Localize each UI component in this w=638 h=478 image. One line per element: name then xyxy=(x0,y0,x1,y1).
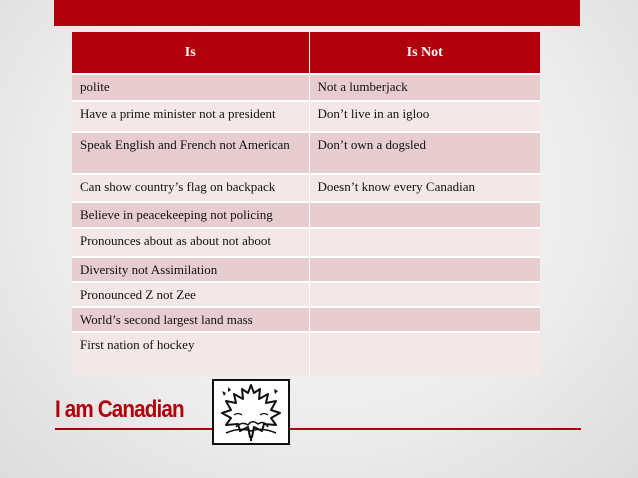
cell-is: Pronounced Z not Zee xyxy=(72,282,309,307)
logo-frame xyxy=(212,379,290,445)
table-row xyxy=(72,132,540,174)
header-is: Is xyxy=(72,32,309,74)
top-accent-bar xyxy=(54,0,580,26)
table-row xyxy=(72,307,540,332)
table-row xyxy=(72,101,540,132)
cell-is: polite xyxy=(72,74,309,101)
table-row xyxy=(72,174,540,202)
table-row xyxy=(72,202,540,228)
cell-is: Believe in peacekeeping not policing xyxy=(72,202,309,228)
cell-is-not xyxy=(309,332,540,376)
slide-title: I am Canadian xyxy=(55,396,184,423)
cell-is-not: Not a lumberjack xyxy=(309,74,540,101)
table-row xyxy=(72,282,540,307)
table-row xyxy=(72,257,540,282)
header-is-not: Is Not xyxy=(309,32,540,74)
cell-is-not xyxy=(309,282,540,307)
cell-is: Can show country’s flag on backpack xyxy=(72,174,309,202)
table-row xyxy=(72,228,540,257)
cell-is: Have a prime minister not a president xyxy=(72,101,309,132)
cell-is-not: Don’t own a dogsled xyxy=(309,132,540,174)
table-row xyxy=(72,74,540,101)
cell-is-not xyxy=(309,307,540,332)
is-isnot-table xyxy=(72,32,540,376)
table-row xyxy=(72,332,540,376)
cell-is: Pronounces about as about not aboot xyxy=(72,228,309,257)
cell-is: First nation of hockey xyxy=(72,332,309,376)
cell-is-not: Don’t live in an igloo xyxy=(309,101,540,132)
cell-is-not xyxy=(309,257,540,282)
cell-is: World’s second largest land mass xyxy=(72,307,309,332)
table-header-row xyxy=(72,32,540,74)
maple-leaf-icon xyxy=(214,381,288,443)
title-underline xyxy=(55,428,581,430)
cell-is-not: Doesn’t know every Canadian xyxy=(309,174,540,202)
cell-is-not xyxy=(309,228,540,257)
cell-is: Diversity not Assimilation xyxy=(72,257,309,282)
cell-is-not xyxy=(309,202,540,228)
cell-is: Speak English and French not American xyxy=(72,132,309,174)
